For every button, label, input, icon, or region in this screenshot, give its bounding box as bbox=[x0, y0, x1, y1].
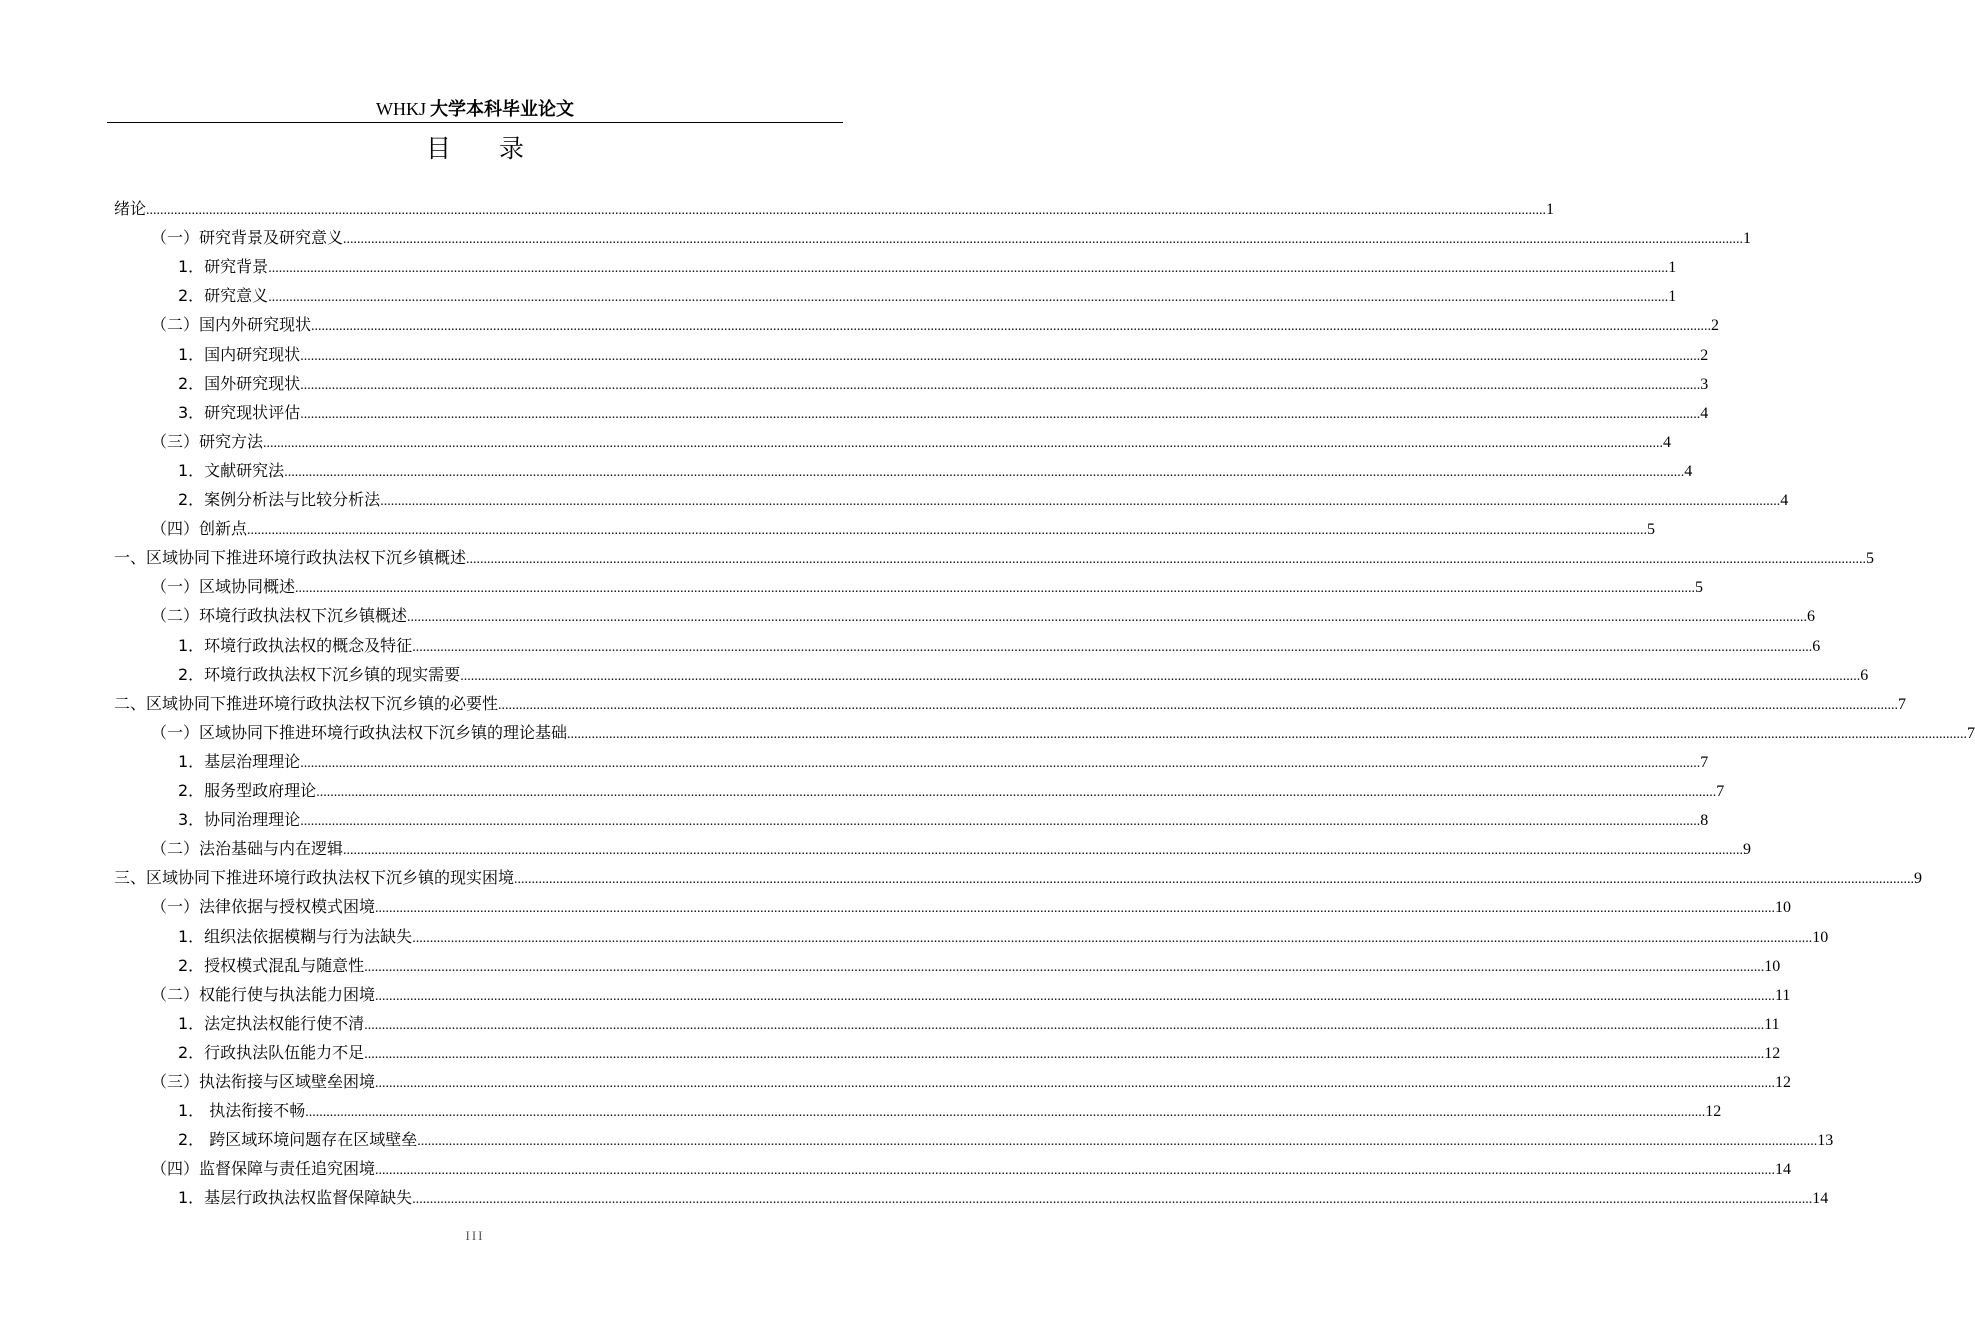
toc-entry-label: 3．协同治理理论 bbox=[178, 810, 301, 830]
toc-entry[interactable] bbox=[151, 572, 1704, 601]
toc-entry[interactable] bbox=[178, 1038, 1781, 1067]
toc-entry-page: 1 bbox=[1546, 201, 1555, 218]
toc-entry-page: 5 bbox=[1695, 579, 1704, 597]
toc-entry[interactable] bbox=[178, 631, 1821, 660]
toc-entry[interactable] bbox=[178, 951, 1781, 980]
toc-entry-page: 6 bbox=[1812, 637, 1821, 655]
toc-entry[interactable] bbox=[178, 398, 1709, 427]
toc-entry-page: 4 bbox=[1684, 462, 1693, 480]
toc-leader-dots: ................................................................................................................................................................................................................................................................................................................................................................................................................ bbox=[295, 581, 1696, 597]
toc-leader-dots: ................................................................................................................................................................................................................................................................................................................................................................................................................ bbox=[247, 523, 1648, 539]
toc-entry-page: 1 bbox=[1743, 230, 1752, 248]
toc-entry[interactable] bbox=[178, 281, 1677, 310]
toc-entry-label: 1．文献研究法 bbox=[178, 460, 285, 480]
toc-leader-dots: ................................................................................................................................................................................................................................................................................................................................................................................................................ bbox=[375, 1163, 1776, 1179]
toc-entry-label: 3．研究现状评估 bbox=[178, 402, 301, 422]
toc-entry-label: 2．研究意义 bbox=[178, 286, 269, 306]
toc-entry[interactable] bbox=[151, 1067, 1792, 1096]
toc-entry-label: 2．服务型政府理论 bbox=[178, 781, 317, 800]
toc-entry[interactable] bbox=[151, 514, 1656, 543]
toc-entry[interactable] bbox=[151, 980, 1791, 1009]
toc-entry-page: 2 bbox=[1700, 346, 1709, 364]
toc-leader-dots: ................................................................................................................................................................................................................................................................................................................................................................................................................ bbox=[300, 377, 1701, 393]
toc-entry[interactable] bbox=[151, 427, 1672, 456]
toc-leader-dots: ................................................................................................................................................................................................................................................................................................................................................................................................................ bbox=[380, 494, 1781, 509]
toc-entry[interactable] bbox=[151, 834, 1752, 863]
toc-leader-dots: ................................................................................................................................................................................................................................................................................................................................................................................................................ bbox=[284, 464, 1685, 480]
toc-entry-page: 4 bbox=[1663, 433, 1672, 451]
toc-leader-dots: ................................................................................................................................................................................................................................................................................................................................................................................................................ bbox=[364, 1046, 1765, 1062]
toc-entry-page: 13 bbox=[1817, 1132, 1834, 1150]
toc-entry-page: 8 bbox=[1700, 812, 1709, 830]
toc-entry-page: 7 bbox=[1700, 753, 1709, 771]
toc-entry-page: 5 bbox=[1647, 521, 1656, 539]
toc-leader-dots: ................................................................................................................................................................................................................................................................................................................................................................................................................ bbox=[375, 901, 1776, 917]
toc-entry-page: 4 bbox=[1700, 404, 1709, 422]
toc-entry-page: 1 bbox=[1668, 288, 1677, 306]
toc-entry[interactable] bbox=[178, 1125, 1834, 1154]
toc-leader-dots: ................................................................................................................................................................................................................................................................................................................................................................................................................ bbox=[364, 1017, 1765, 1033]
header-title: 大学本科毕业论文 bbox=[430, 99, 574, 120]
toc-entry-label: 2．环境行政执法权下沉乡镇的现实需要 bbox=[178, 664, 461, 684]
toc-entry[interactable] bbox=[178, 805, 1709, 834]
toc-leader-dots: ................................................................................................................................................................................................................................................................................................................................................................................................................ bbox=[412, 930, 1813, 946]
toc-leader-dots: ................................................................................................................................................................................................................................................................................................................................................................................................................ bbox=[263, 435, 1664, 451]
toc-entry[interactable] bbox=[178, 456, 1693, 485]
toc-leader-dots: ................................................................................................................................................................................................................................................................................................................................................................................................................ bbox=[466, 552, 1867, 568]
toc-entry[interactable] bbox=[151, 718, 1975, 747]
toc-entry-label: 1．法定执法权能行使不清 bbox=[178, 1013, 365, 1033]
toc-entry[interactable] bbox=[151, 1154, 1792, 1183]
toc-leader-dots: ................................................................................................................................................................................................................................................................................................................................................................................................................ bbox=[343, 843, 1744, 859]
toc-leader-dots: ................................................................................................................................................................................................................................................................................................................................................................................................................ bbox=[498, 697, 1899, 713]
toc-entry[interactable] bbox=[151, 601, 1816, 630]
toc-leader-dots: ................................................................................................................................................................................................................................................................................................................................................................................................................ bbox=[514, 872, 1915, 888]
toc-leader-dots: ................................................................................................................................................................................................................................................................................................................................................................................................................ bbox=[417, 1134, 1818, 1150]
toc-entry-page: 11 bbox=[1764, 1015, 1780, 1033]
toc-entry[interactable] bbox=[178, 1009, 1780, 1038]
toc-title: 目 录 bbox=[426, 134, 544, 163]
toc-entry[interactable] bbox=[151, 892, 1792, 921]
toc-entry-page: 14 bbox=[1812, 1190, 1829, 1208]
toc-entry-label: 2．案例分析法与比较分析法 bbox=[178, 490, 381, 509]
toc-entry-label: （一）研究背景及研究意义 bbox=[151, 228, 344, 248]
toc-leader-dots: ................................................................................................................................................................................................................................................................................................................................................................................................................ bbox=[567, 726, 1968, 742]
toc-entry-page: 5 bbox=[1866, 550, 1875, 568]
toc-entry-label: 一、区域协同下推进环境行政执法权下沉乡镇概述 bbox=[114, 548, 467, 568]
toc-entry-label: （四）创新点 bbox=[151, 519, 248, 539]
toc-leader-dots: ................................................................................................................................................................................................................................................................................................................................................................................................................ bbox=[316, 785, 1717, 800]
toc-entry-page: 2 bbox=[1711, 317, 1720, 335]
toc-leader-dots: ................................................................................................................................................................................................................................................................................................................................................................................................................ bbox=[146, 203, 1547, 218]
toc-entry-label: 1．基层治理理论 bbox=[178, 751, 301, 771]
toc-entry[interactable] bbox=[151, 310, 1720, 339]
page-number: III bbox=[465, 1228, 485, 1243]
toc-leader-dots: ................................................................................................................................................................................................................................................................................................................................................................................................................ bbox=[375, 988, 1776, 1004]
toc-entry-page: 7 bbox=[1716, 783, 1725, 800]
toc-entry-label: 1．环境行政执法权的概念及特征 bbox=[178, 635, 413, 655]
toc-entry-page: 10 bbox=[1812, 928, 1829, 946]
toc-leader-dots: ................................................................................................................................................................................................................................................................................................................................................................................................................ bbox=[407, 610, 1808, 626]
toc-entry-page: 6 bbox=[1807, 608, 1816, 626]
toc-entry[interactable] bbox=[178, 776, 1725, 805]
toc-entry-label: 三、区域协同下推进环境行政执法权下沉乡镇的现实困境 bbox=[114, 868, 515, 888]
toc-leader-dots: ................................................................................................................................................................................................................................................................................................................................................................................................................ bbox=[412, 1192, 1813, 1208]
toc-entry-page: 9 bbox=[1914, 870, 1923, 888]
toc-entry-page: 12 bbox=[1764, 1044, 1781, 1062]
toc-leader-dots: ................................................................................................................................................................................................................................................................................................................................................................................................................ bbox=[364, 959, 1765, 975]
toc-entry-label: （一）区域协同下推进环境行政执法权下沉乡镇的理论基础 bbox=[151, 722, 568, 742]
toc-entry-page: 6 bbox=[1860, 666, 1869, 684]
toc-leader-dots: ................................................................................................................................................................................................................................................................................................................................................................................................................ bbox=[300, 406, 1701, 422]
toc-leader-dots: ................................................................................................................................................................................................................................................................................................................................................................................................................ bbox=[375, 1076, 1776, 1091]
toc-entry-label: 二、区域协同下推进环境行政执法权下沉乡镇的必要性 bbox=[114, 693, 499, 713]
toc-entry-label: 2． 跨区域环境问题存在区域壁垒 bbox=[178, 1130, 418, 1150]
toc-entry-page: 4 bbox=[1780, 492, 1789, 509]
toc-entry-page: 10 bbox=[1775, 899, 1792, 917]
toc-entry[interactable] bbox=[178, 660, 1869, 689]
toc-leader-dots: ................................................................................................................................................................................................................................................................................................................................................................................................................ bbox=[305, 1105, 1706, 1121]
toc-entry-page: 3 bbox=[1700, 375, 1709, 393]
page-header bbox=[107, 96, 843, 123]
toc-entry-page: 10 bbox=[1764, 957, 1781, 975]
header-brand: WHKJ bbox=[376, 99, 426, 119]
toc-entry-label: 2．国外研究现状 bbox=[178, 373, 301, 393]
toc-entry[interactable] bbox=[114, 194, 1555, 223]
toc-entry-label: （二）环境行政执法权下沉乡镇概述 bbox=[151, 606, 408, 626]
toc-entry-label: （一）区域协同概述 bbox=[151, 577, 296, 597]
toc-entry-label: （三）研究方法 bbox=[151, 431, 264, 451]
toc-entry[interactable] bbox=[178, 340, 1709, 369]
toc-leader-dots: ................................................................................................................................................................................................................................................................................................................................................................................................................ bbox=[268, 290, 1669, 306]
toc-entry[interactable] bbox=[178, 922, 1829, 951]
toc-entry-page: 9 bbox=[1743, 841, 1752, 859]
toc-entry-label: 2．授权模式混乱与随意性 bbox=[178, 955, 365, 975]
toc-leader-dots: ................................................................................................................................................................................................................................................................................................................................................................................................................ bbox=[343, 232, 1744, 248]
toc-entry-page: 12 bbox=[1705, 1103, 1722, 1121]
toc-entry-page: 14 bbox=[1775, 1161, 1792, 1179]
toc-entry-label: 2．行政执法队伍能力不足 bbox=[178, 1042, 365, 1062]
toc-entry-page: 11 bbox=[1775, 986, 1791, 1004]
toc-entry[interactable] bbox=[114, 689, 1907, 718]
toc-leader-dots: ................................................................................................................................................................................................................................................................................................................................................................................................................ bbox=[268, 261, 1669, 277]
toc-leader-dots: ................................................................................................................................................................................................................................................................................................................................................................................................................ bbox=[311, 319, 1712, 335]
toc-entry-page: 7 bbox=[1967, 724, 1975, 742]
toc-entry[interactable] bbox=[178, 1096, 1722, 1125]
toc-entry-label: （二）法治基础与内在逻辑 bbox=[151, 839, 344, 859]
toc-entry-label: （二）国内外研究现状 bbox=[151, 315, 312, 335]
toc-entry-page: 1 bbox=[1668, 259, 1677, 277]
toc-entry[interactable] bbox=[178, 1183, 1829, 1212]
toc-entry-label: （三）执法衔接与区域壁垒困境 bbox=[151, 1072, 376, 1091]
toc-entry-label: 1．组织法依据模糊与行为法缺失 bbox=[178, 926, 413, 946]
toc-entry-label: （四）监督保障与责任追究困境 bbox=[151, 1159, 376, 1179]
toc-entry-label: 1． 执法衔接不畅 bbox=[178, 1101, 306, 1121]
toc-entry[interactable] bbox=[114, 863, 1923, 892]
toc-entry-page: 7 bbox=[1898, 695, 1907, 713]
toc-entry-label: （一）法律依据与授权模式困境 bbox=[151, 897, 376, 917]
toc-leader-dots: ................................................................................................................................................................................................................................................................................................................................................................................................................ bbox=[300, 814, 1701, 830]
toc-leader-dots: ................................................................................................................................................................................................................................................................................................................................................................................................................ bbox=[460, 668, 1861, 684]
toc-entry-label: 1．基层行政执法权监督保障缺失 bbox=[178, 1188, 413, 1208]
toc-leader-dots: ................................................................................................................................................................................................................................................................................................................................................................................................................ bbox=[412, 639, 1813, 655]
toc-entry[interactable] bbox=[178, 252, 1677, 281]
toc-leader-dots: ................................................................................................................................................................................................................................................................................................................................................................................................................ bbox=[300, 348, 1701, 364]
toc-leader-dots: ................................................................................................................................................................................................................................................................................................................................................................................................................ bbox=[300, 755, 1701, 771]
toc-entry[interactable] bbox=[178, 485, 1789, 514]
toc-entry-label: 绪论 bbox=[114, 199, 147, 218]
toc-entry-label: （二）权能行使与执法能力困境 bbox=[151, 984, 376, 1004]
toc-entry[interactable] bbox=[151, 223, 1752, 252]
toc-entry-label: 1．国内研究现状 bbox=[178, 344, 301, 364]
toc-entry-page: 12 bbox=[1775, 1074, 1792, 1091]
toc-entry[interactable] bbox=[178, 369, 1709, 398]
toc-entry-label: 1．研究背景 bbox=[178, 257, 269, 277]
toc-entry[interactable] bbox=[178, 747, 1709, 776]
toc-entry[interactable] bbox=[114, 543, 1875, 572]
